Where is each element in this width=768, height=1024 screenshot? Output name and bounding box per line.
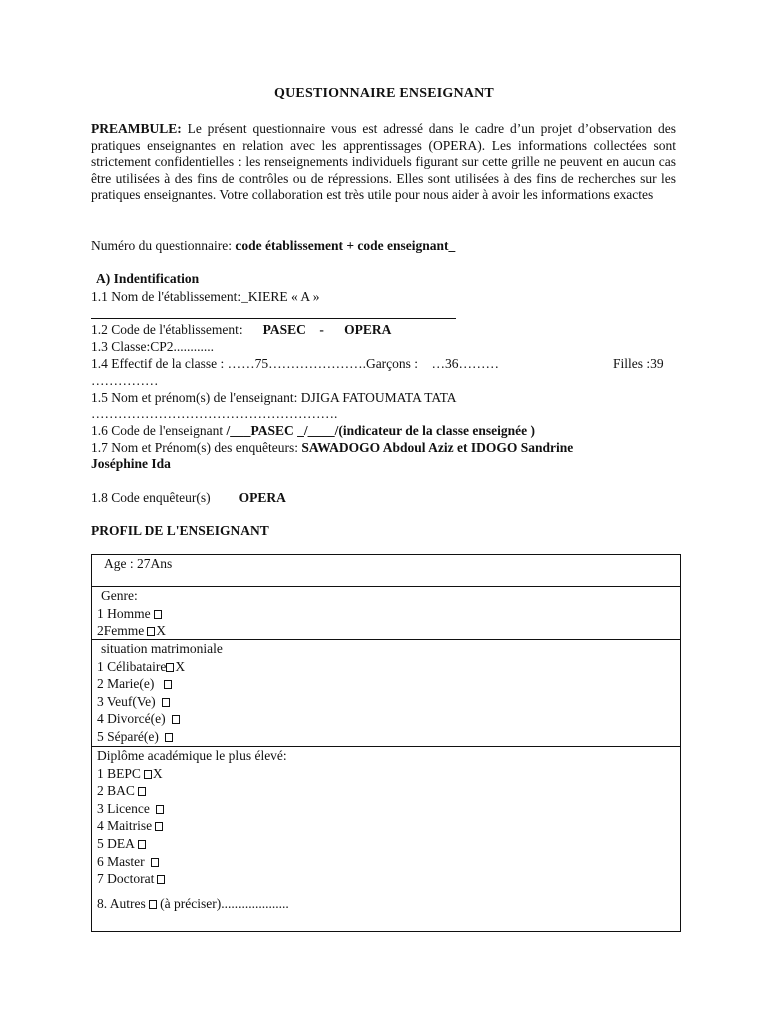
checkbox[interactable] bbox=[138, 840, 146, 849]
genre-option-2-text: 2Femme bbox=[97, 623, 145, 639]
checkbox[interactable] bbox=[144, 770, 152, 779]
preamble-label: PREAMBULE: bbox=[91, 121, 182, 136]
situation-row bbox=[92, 639, 680, 746]
identification-heading: A) Indentification bbox=[96, 271, 200, 286]
age-row bbox=[92, 555, 680, 586]
field-1-6 bbox=[91, 423, 535, 439]
field-1-7-continuation: Joséphine Ida bbox=[91, 456, 171, 471]
diplome-option-4 bbox=[97, 817, 680, 835]
field-1-8-label: 1.8 Code enquêteur(s) bbox=[91, 490, 211, 505]
checkbox[interactable] bbox=[157, 875, 165, 884]
checkbox[interactable] bbox=[172, 715, 180, 724]
page-title: QUESTIONNAIRE ENSEIGNANT bbox=[274, 86, 494, 101]
situation-option-2 bbox=[97, 675, 680, 693]
checkbox[interactable] bbox=[166, 663, 174, 672]
checkbox[interactable] bbox=[151, 858, 159, 867]
autres-text: (à préciser).................... bbox=[156, 895, 289, 911]
situation-label: situation matrimoniale bbox=[101, 641, 223, 656]
diplome-option-autres bbox=[97, 895, 680, 913]
diplome-option-6 bbox=[97, 853, 680, 871]
situation-option-text: 3 Veuf(Ve) bbox=[97, 693, 159, 709]
checkbox[interactable] bbox=[147, 627, 155, 636]
checkbox-mark: X bbox=[156, 623, 166, 639]
field-1-2-value: PASEC - OPERA bbox=[262, 322, 392, 337]
field-1-7-label: 1.7 Nom et Prénom(s) des enquêteurs: bbox=[91, 440, 302, 455]
diplome-option-text: 1 BEPC bbox=[97, 765, 141, 781]
field-1-6-value: /___PASEC _/____/(indicateur de la classe enseignée ) bbox=[226, 423, 536, 438]
diplome-option-2 bbox=[97, 782, 680, 800]
diplome-option-text: 4 Maitrise bbox=[97, 818, 153, 834]
diplome-option-text: 2 BAC bbox=[97, 783, 135, 799]
situation-option-1 bbox=[97, 658, 680, 676]
fill-in-rule bbox=[91, 318, 456, 319]
checkbox[interactable] bbox=[154, 610, 162, 619]
field-1-4-continuation: …………… bbox=[91, 373, 159, 388]
genre-row bbox=[92, 586, 680, 639]
diplome-option-3 bbox=[97, 800, 680, 818]
diplome-option-text: 3 Licence bbox=[97, 800, 154, 816]
questionnaire-number-value: code établissement + code enseignant_ bbox=[235, 238, 456, 253]
situation-option-3 bbox=[97, 693, 680, 711]
checkbox[interactable] bbox=[149, 900, 157, 909]
profile-table bbox=[91, 554, 681, 932]
preamble-text: Le présent questionnaire vous est adressé dans le cadre d’un projet d’observation des pratiques enseignantes en relation avec les apprentissages (OPERA). Les informations collectées sont strictement confidentielles : les renseignements individuels figurant sur cette grille ne peuvent en aucun cas être utilisées à des fins de contrôles ou de répressions. Elles sont utilisées à des fins de recherches sur les pratiques enseignantes. Votre collaboration est très utile pour nous aider à avoir les informations exactes bbox=[91, 121, 676, 202]
checkbox-mark: X bbox=[175, 658, 186, 674]
diplome-option-1 bbox=[97, 765, 680, 783]
situation-option-text: 1 Célibataire bbox=[97, 658, 167, 674]
situation-option-4 bbox=[97, 710, 680, 728]
checkbox[interactable] bbox=[156, 805, 164, 814]
checkbox[interactable] bbox=[138, 787, 146, 796]
profil-heading: PROFIL DE L'ENSEIGNANT bbox=[91, 523, 269, 538]
checkbox[interactable] bbox=[155, 822, 163, 831]
checkbox[interactable] bbox=[165, 733, 173, 742]
diplome-option-7 bbox=[97, 870, 680, 888]
field-1-2-label: 1.2 Code de l'établissement: bbox=[91, 322, 243, 337]
situation-option-text: 4 Divorcé(e) bbox=[97, 711, 169, 727]
field-1-1: 1.1 Nom de l'établissement:_KIERE « A » bbox=[91, 289, 320, 304]
field-1-7 bbox=[91, 440, 573, 456]
genre-option-1-text: 1 Homme bbox=[97, 605, 151, 621]
situation-option-5 bbox=[97, 728, 680, 746]
age-text: Age : 27Ans bbox=[104, 556, 173, 571]
checkbox[interactable] bbox=[162, 698, 170, 707]
diplome-option-text: 7 Doctorat bbox=[97, 871, 155, 887]
field-1-4-filles: Filles :39 bbox=[613, 356, 664, 371]
field-1-5: 1.5 Nom et prénom(s) de l'enseignant: DJIGA FATOUMATA TATA bbox=[91, 390, 457, 405]
genre-option-1 bbox=[97, 605, 680, 623]
diplome-option-text: 5 DEA bbox=[97, 835, 135, 851]
field-1-8 bbox=[91, 490, 286, 506]
field-1-8-value: OPERA bbox=[238, 490, 286, 505]
field-1-4: 1.4 Effectif de la classe : ……75………………….Garçons : …36……… bbox=[91, 356, 500, 371]
preamble-paragraph bbox=[91, 121, 676, 204]
genre-option-2 bbox=[97, 622, 680, 640]
diplome-option-text: 6 Master bbox=[97, 853, 148, 869]
checkbox-mark: X bbox=[152, 765, 163, 781]
diplome-option-5 bbox=[97, 835, 680, 853]
questionnaire-number-label: Numéro du questionnaire: bbox=[91, 238, 236, 253]
checkbox[interactable] bbox=[164, 680, 172, 689]
genre-label: Genre: bbox=[101, 588, 138, 603]
diplome-row bbox=[92, 746, 680, 931]
questionnaire-number-line bbox=[91, 238, 455, 254]
field-1-3: 1.3 Classe:CP2............ bbox=[91, 339, 215, 354]
autres-label: 8. Autres bbox=[97, 895, 146, 911]
field-1-5-continuation: ………………………………………………. bbox=[91, 406, 338, 421]
situation-option-text: 2 Marie(e) bbox=[97, 676, 162, 692]
field-1-2 bbox=[91, 322, 391, 338]
field-1-7-value: SAWADOGO Abdoul Aziz et IDOGO Sandrine bbox=[301, 440, 574, 455]
diplome-label: Diplôme académique le plus élevé: bbox=[97, 748, 287, 763]
situation-option-text: 5 Séparé(e) bbox=[97, 728, 163, 744]
field-1-6-label: 1.6 Code de l'enseignant bbox=[91, 423, 227, 438]
